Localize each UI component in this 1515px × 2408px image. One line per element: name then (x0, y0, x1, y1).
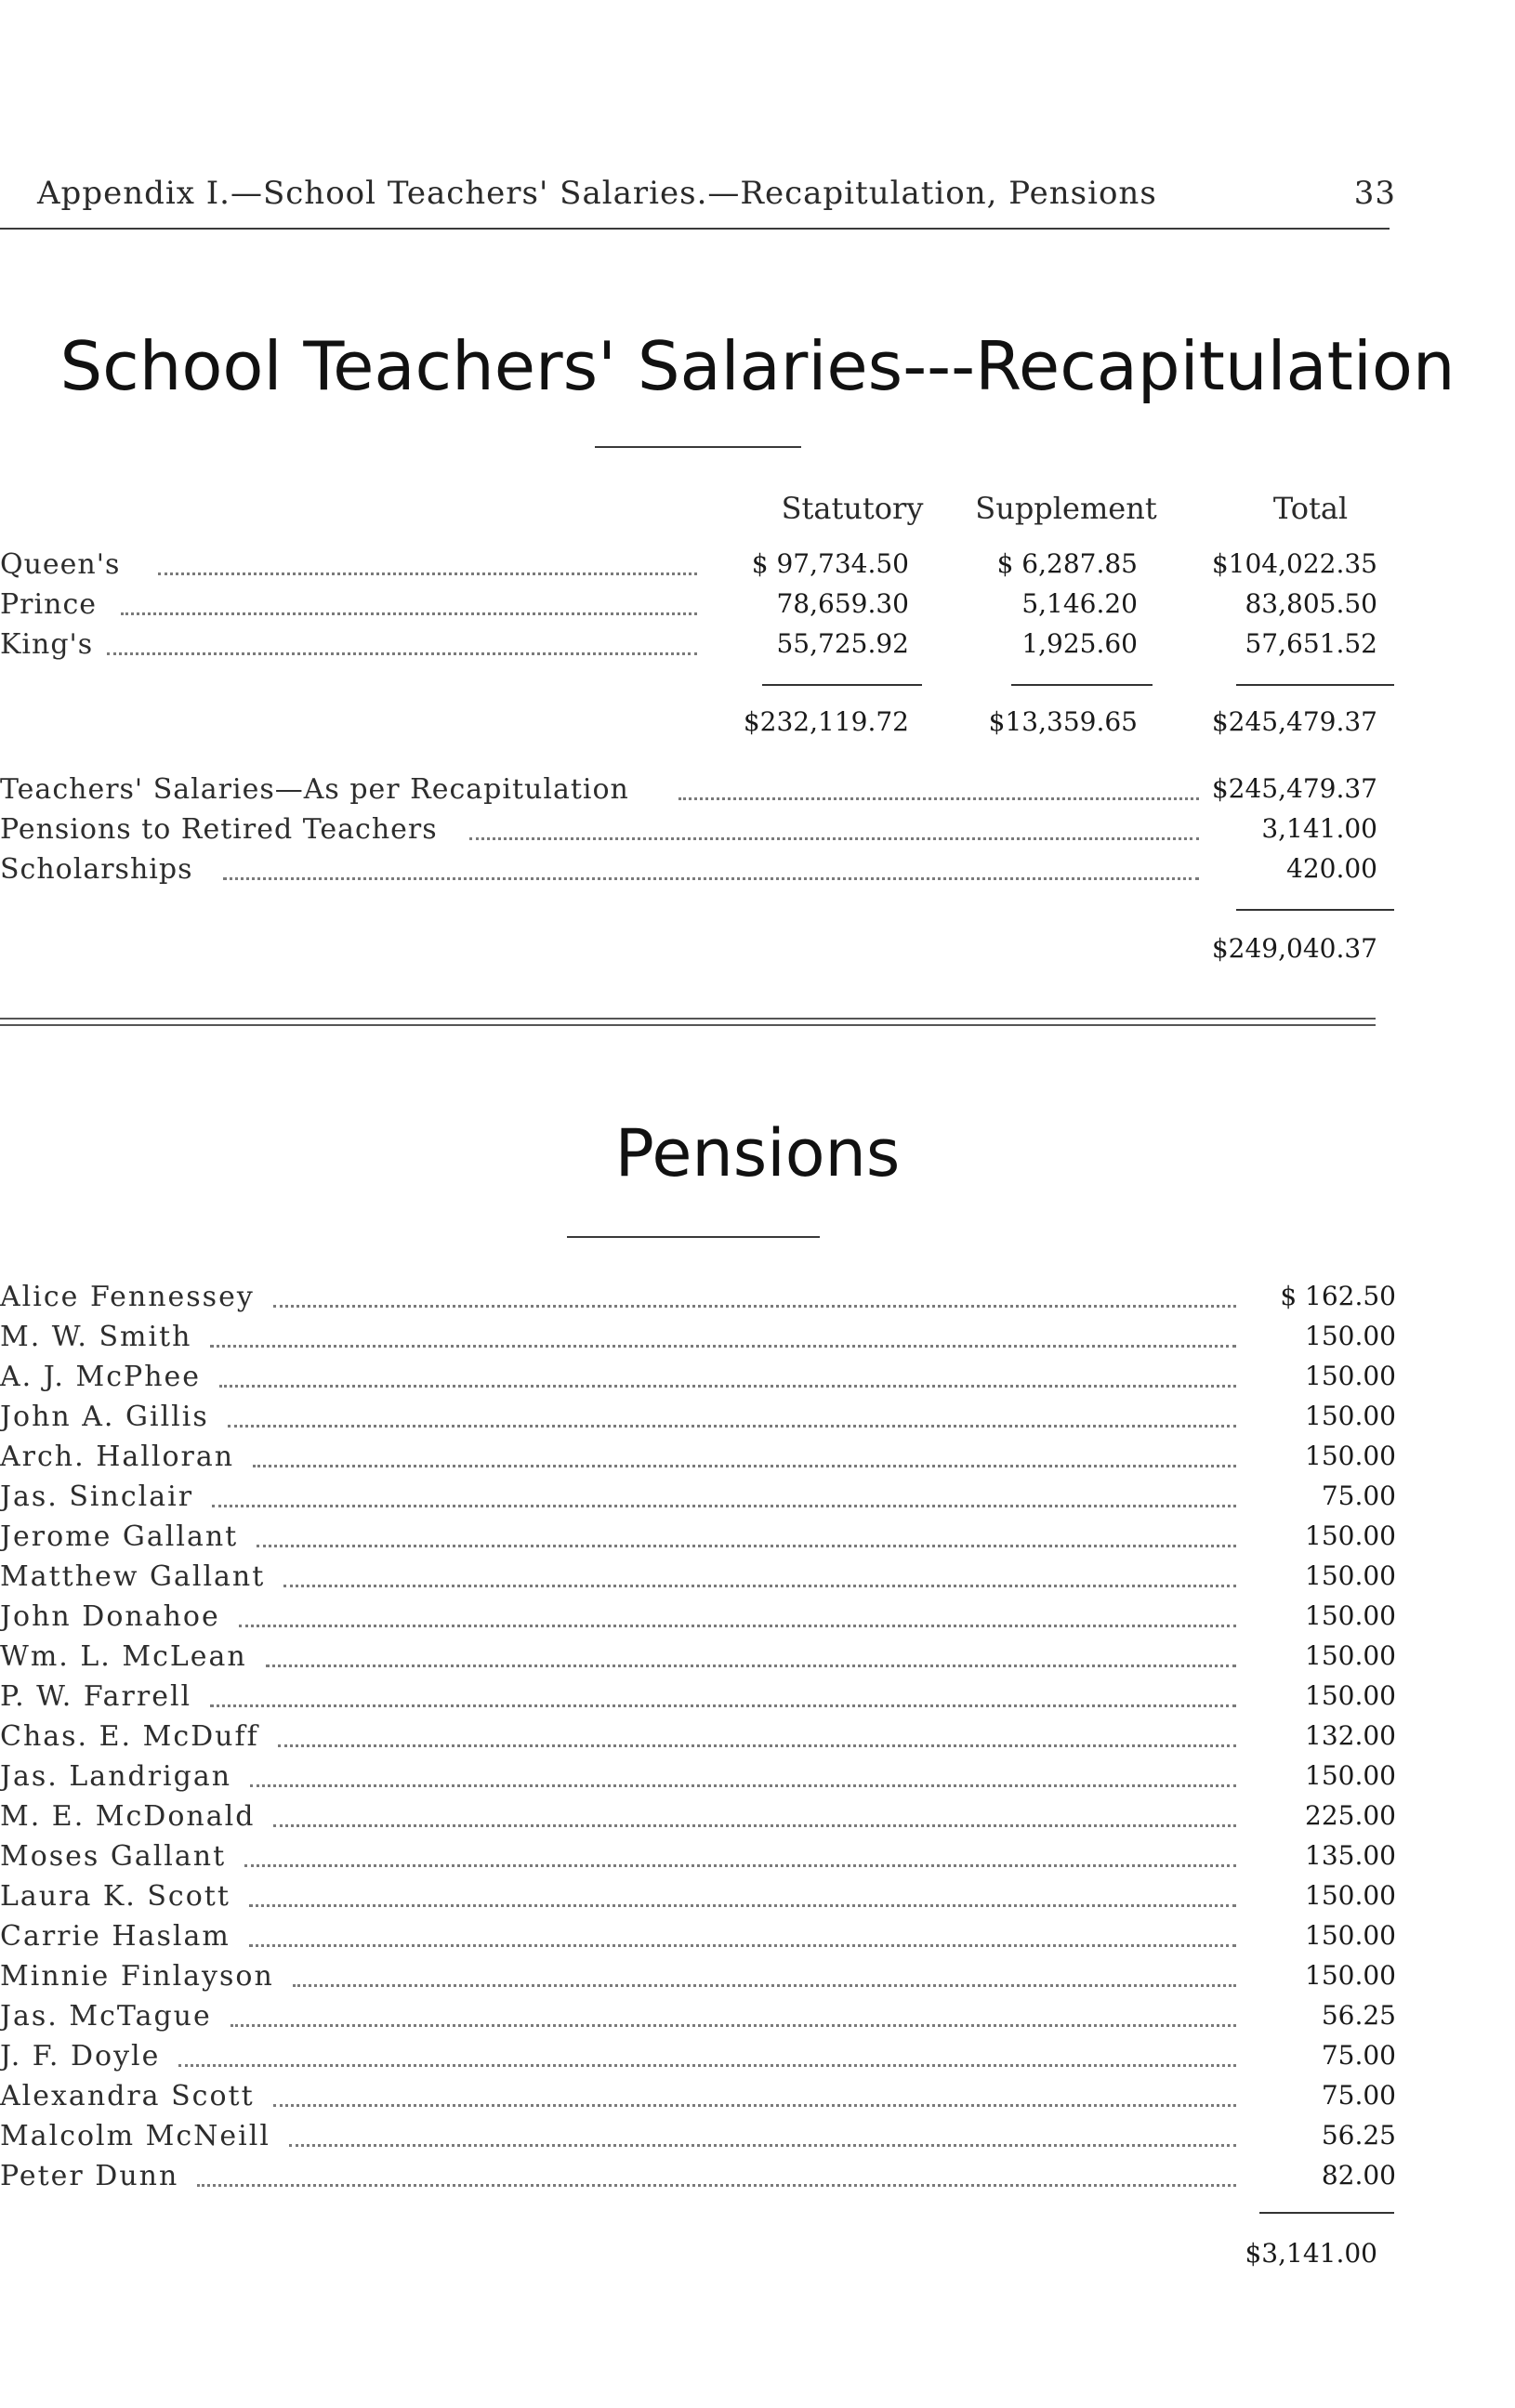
pension-row (0, 1960, 1515, 1997)
col-head-statutory: Statutory (781, 491, 924, 526)
pension-row (0, 1840, 1515, 1877)
leader-dots (678, 773, 1199, 800)
leader-dots (244, 1840, 1236, 1867)
pension-name: Wm. L. McLean (0, 1640, 247, 1673)
pension-name: M. E. McDonald (0, 1800, 256, 1833)
grand-total-rule (1236, 909, 1394, 911)
pension-name: A. J. McPhee (0, 1361, 202, 1393)
summary-amount: 420.00 (1286, 853, 1377, 884)
pension-name: Jerome Gallant (0, 1520, 239, 1553)
col-head-supplement: Supplement (975, 491, 1157, 526)
pension-name: Jas. McTague (0, 2000, 212, 2033)
leader-dots (273, 1800, 1236, 1827)
pension-row (0, 1281, 1515, 1318)
pension-row (0, 1361, 1515, 1398)
summary-label: Pensions to Retired Teachers (0, 813, 438, 846)
pension-row (0, 1321, 1515, 1358)
leader-dots (278, 1720, 1236, 1747)
recap-total: $104,022.35 (1211, 548, 1377, 579)
summary-label: Teachers' Salaries—As per Recapitulation (0, 773, 629, 806)
pension-row (0, 1441, 1515, 1478)
pension-amount: 75.00 (1321, 2040, 1396, 2071)
pension-name: Alice Fennessey (0, 1281, 255, 1313)
pension-row (0, 1880, 1515, 1917)
pension-row (0, 1560, 1515, 1598)
pension-amount: 132.00 (1305, 1720, 1396, 1751)
pension-name: Carrie Haslam (0, 1920, 231, 1953)
summary-row (0, 853, 1515, 890)
pensions-total: $3,141.00 (1245, 2238, 1377, 2269)
leader-dots (223, 853, 1199, 880)
leader-dots (469, 813, 1199, 840)
leader-dots (158, 548, 697, 575)
leader-dots (253, 1441, 1236, 1467)
leader-dots (121, 588, 697, 615)
pension-name: Matthew Gallant (0, 1560, 266, 1593)
recap-row-label: Queen's (0, 548, 121, 581)
pension-name: P. W. Farrell (0, 1680, 192, 1713)
recap-total: 57,651.52 (1245, 628, 1377, 659)
pension-amount: 150.00 (1305, 1680, 1396, 1711)
recap-total-supplement: $13,359.65 (988, 706, 1138, 737)
pension-amount: 150.00 (1305, 1441, 1396, 1471)
leader-dots (210, 1321, 1236, 1348)
leader-dots (212, 1480, 1236, 1507)
leader-dots (250, 1760, 1236, 1787)
recap-title: School Teachers' Salaries---Recapitulation (59, 327, 1456, 405)
pension-name: Jas. Sinclair (0, 1480, 194, 1513)
recap-title-rule (595, 446, 801, 448)
pensions-title-rule (567, 1236, 820, 1238)
leader-dots (239, 1600, 1236, 1627)
leader-dots (273, 2080, 1236, 2107)
pension-name: Laura K. Scott (0, 1880, 231, 1913)
recap-supplement: 1,925.60 (1021, 628, 1138, 659)
pension-row (0, 1401, 1515, 1438)
summary-label: Scholarships (0, 853, 193, 886)
pension-name: Moses Gallant (0, 1840, 227, 1873)
pension-row (0, 1640, 1515, 1678)
summary-amount: 3,141.00 (1261, 813, 1377, 844)
pension-amount: 150.00 (1305, 1560, 1396, 1591)
col-head-total: Total (1272, 491, 1349, 526)
pension-row (0, 1800, 1515, 1837)
recap-total-statutory: $232,119.72 (743, 706, 909, 737)
recap-statutory: $ 97,734.50 (751, 548, 909, 579)
pension-name: Chas. E. McDuff (0, 1720, 259, 1753)
recap-row (0, 628, 1515, 665)
leader-dots (210, 1680, 1236, 1707)
leader-dots (197, 2160, 1236, 2187)
pension-row (0, 1520, 1515, 1558)
pension-row (0, 2080, 1515, 2117)
pension-row (0, 1760, 1515, 1797)
pension-amount: 225.00 (1305, 1800, 1396, 1831)
pension-row (0, 1680, 1515, 1717)
leader-dots (257, 1520, 1236, 1547)
grand-total-row (0, 933, 1515, 970)
leader-dots (107, 628, 697, 655)
pension-amount: 150.00 (1305, 1321, 1396, 1351)
leader-dots (293, 1960, 1236, 1987)
pension-amount: 150.00 (1305, 1960, 1396, 1991)
pension-name: Alexandra Scott (0, 2080, 255, 2112)
pension-amount: 150.00 (1305, 1520, 1396, 1551)
leader-dots (219, 1361, 1236, 1388)
leader-dots (231, 2000, 1236, 2027)
leader-dots (249, 1920, 1236, 1947)
subtotal-rule (1011, 684, 1153, 686)
recap-totals-row (0, 706, 1515, 743)
pension-amount: 75.00 (1321, 2080, 1396, 2111)
pension-row (0, 1920, 1515, 1957)
pension-amount: 75.00 (1321, 1480, 1396, 1511)
subtotal-rule (1236, 684, 1394, 686)
pensions-total-row (0, 2238, 1515, 2275)
leader-dots (228, 1401, 1236, 1428)
leader-dots (289, 2120, 1236, 2147)
pension-amount: 150.00 (1305, 1361, 1396, 1391)
running-title: Appendix I.—School Teachers' Salaries.—Recapitulation, Pensions (37, 175, 1157, 212)
pension-name: John A. Gillis (0, 1401, 209, 1433)
pension-amount: 135.00 (1305, 1840, 1396, 1871)
pension-name: Jas. Landrigan (0, 1760, 232, 1793)
recap-total: 83,805.50 (1245, 588, 1377, 619)
pension-name: M. W. Smith (0, 1321, 192, 1353)
pension-amount: 150.00 (1305, 1640, 1396, 1671)
pension-row (0, 2160, 1515, 2197)
leader-dots (266, 1640, 1236, 1667)
pension-row (0, 1720, 1515, 1757)
pension-row (0, 2120, 1515, 2157)
pension-amount: 82.00 (1321, 2160, 1396, 2191)
pension-amount: 150.00 (1305, 1760, 1396, 1791)
recap-supplement: 5,146.20 (1021, 588, 1138, 619)
recap-row-label: Prince (0, 588, 97, 621)
pension-amount: 56.25 (1321, 2120, 1396, 2151)
pension-amount: 150.00 (1305, 1880, 1396, 1911)
pension-row (0, 2040, 1515, 2077)
recap-statutory: 78,659.30 (776, 588, 909, 619)
pension-name: John Donahoe (0, 1600, 220, 1633)
pension-row (0, 2000, 1515, 2037)
summary-row (0, 773, 1515, 810)
header-rule (0, 228, 1390, 230)
summary-amount: $245,479.37 (1211, 773, 1377, 804)
recap-row-label: King's (0, 628, 94, 661)
subtotal-rule (762, 684, 922, 686)
page-number: 33 (1353, 175, 1396, 212)
pension-amount: 150.00 (1305, 1600, 1396, 1631)
grand-total: $249,040.37 (1211, 933, 1377, 964)
pension-name: J. F. Doyle (0, 2040, 161, 2072)
pensions-total-rule (1259, 2212, 1394, 2214)
summary-row (0, 813, 1515, 850)
recap-supplement: $ 6,287.85 (996, 548, 1138, 579)
leader-dots (178, 2040, 1236, 2067)
recap-row (0, 548, 1515, 586)
leader-dots (249, 1880, 1236, 1907)
leader-dots (283, 1560, 1236, 1587)
pensions-title: Pensions (614, 1115, 901, 1191)
pension-name: Minnie Finlayson (0, 1960, 274, 1993)
pension-name: Peter Dunn (0, 2160, 179, 2192)
pension-row (0, 1600, 1515, 1638)
section-divider (0, 1018, 1376, 1026)
pension-name: Malcolm McNeill (0, 2120, 270, 2152)
running-header (37, 175, 1396, 212)
recap-total-total: $245,479.37 (1211, 706, 1377, 737)
pension-row (0, 1480, 1515, 1518)
leader-dots (273, 1281, 1236, 1308)
pension-amount: 150.00 (1305, 1401, 1396, 1431)
pension-amount: 150.00 (1305, 1920, 1396, 1951)
recap-statutory: 55,725.92 (776, 628, 909, 659)
recap-row (0, 588, 1515, 625)
pension-amount: $ 162.50 (1280, 1281, 1396, 1311)
pension-amount: 56.25 (1321, 2000, 1396, 2031)
pension-name: Arch. Halloran (0, 1441, 235, 1473)
